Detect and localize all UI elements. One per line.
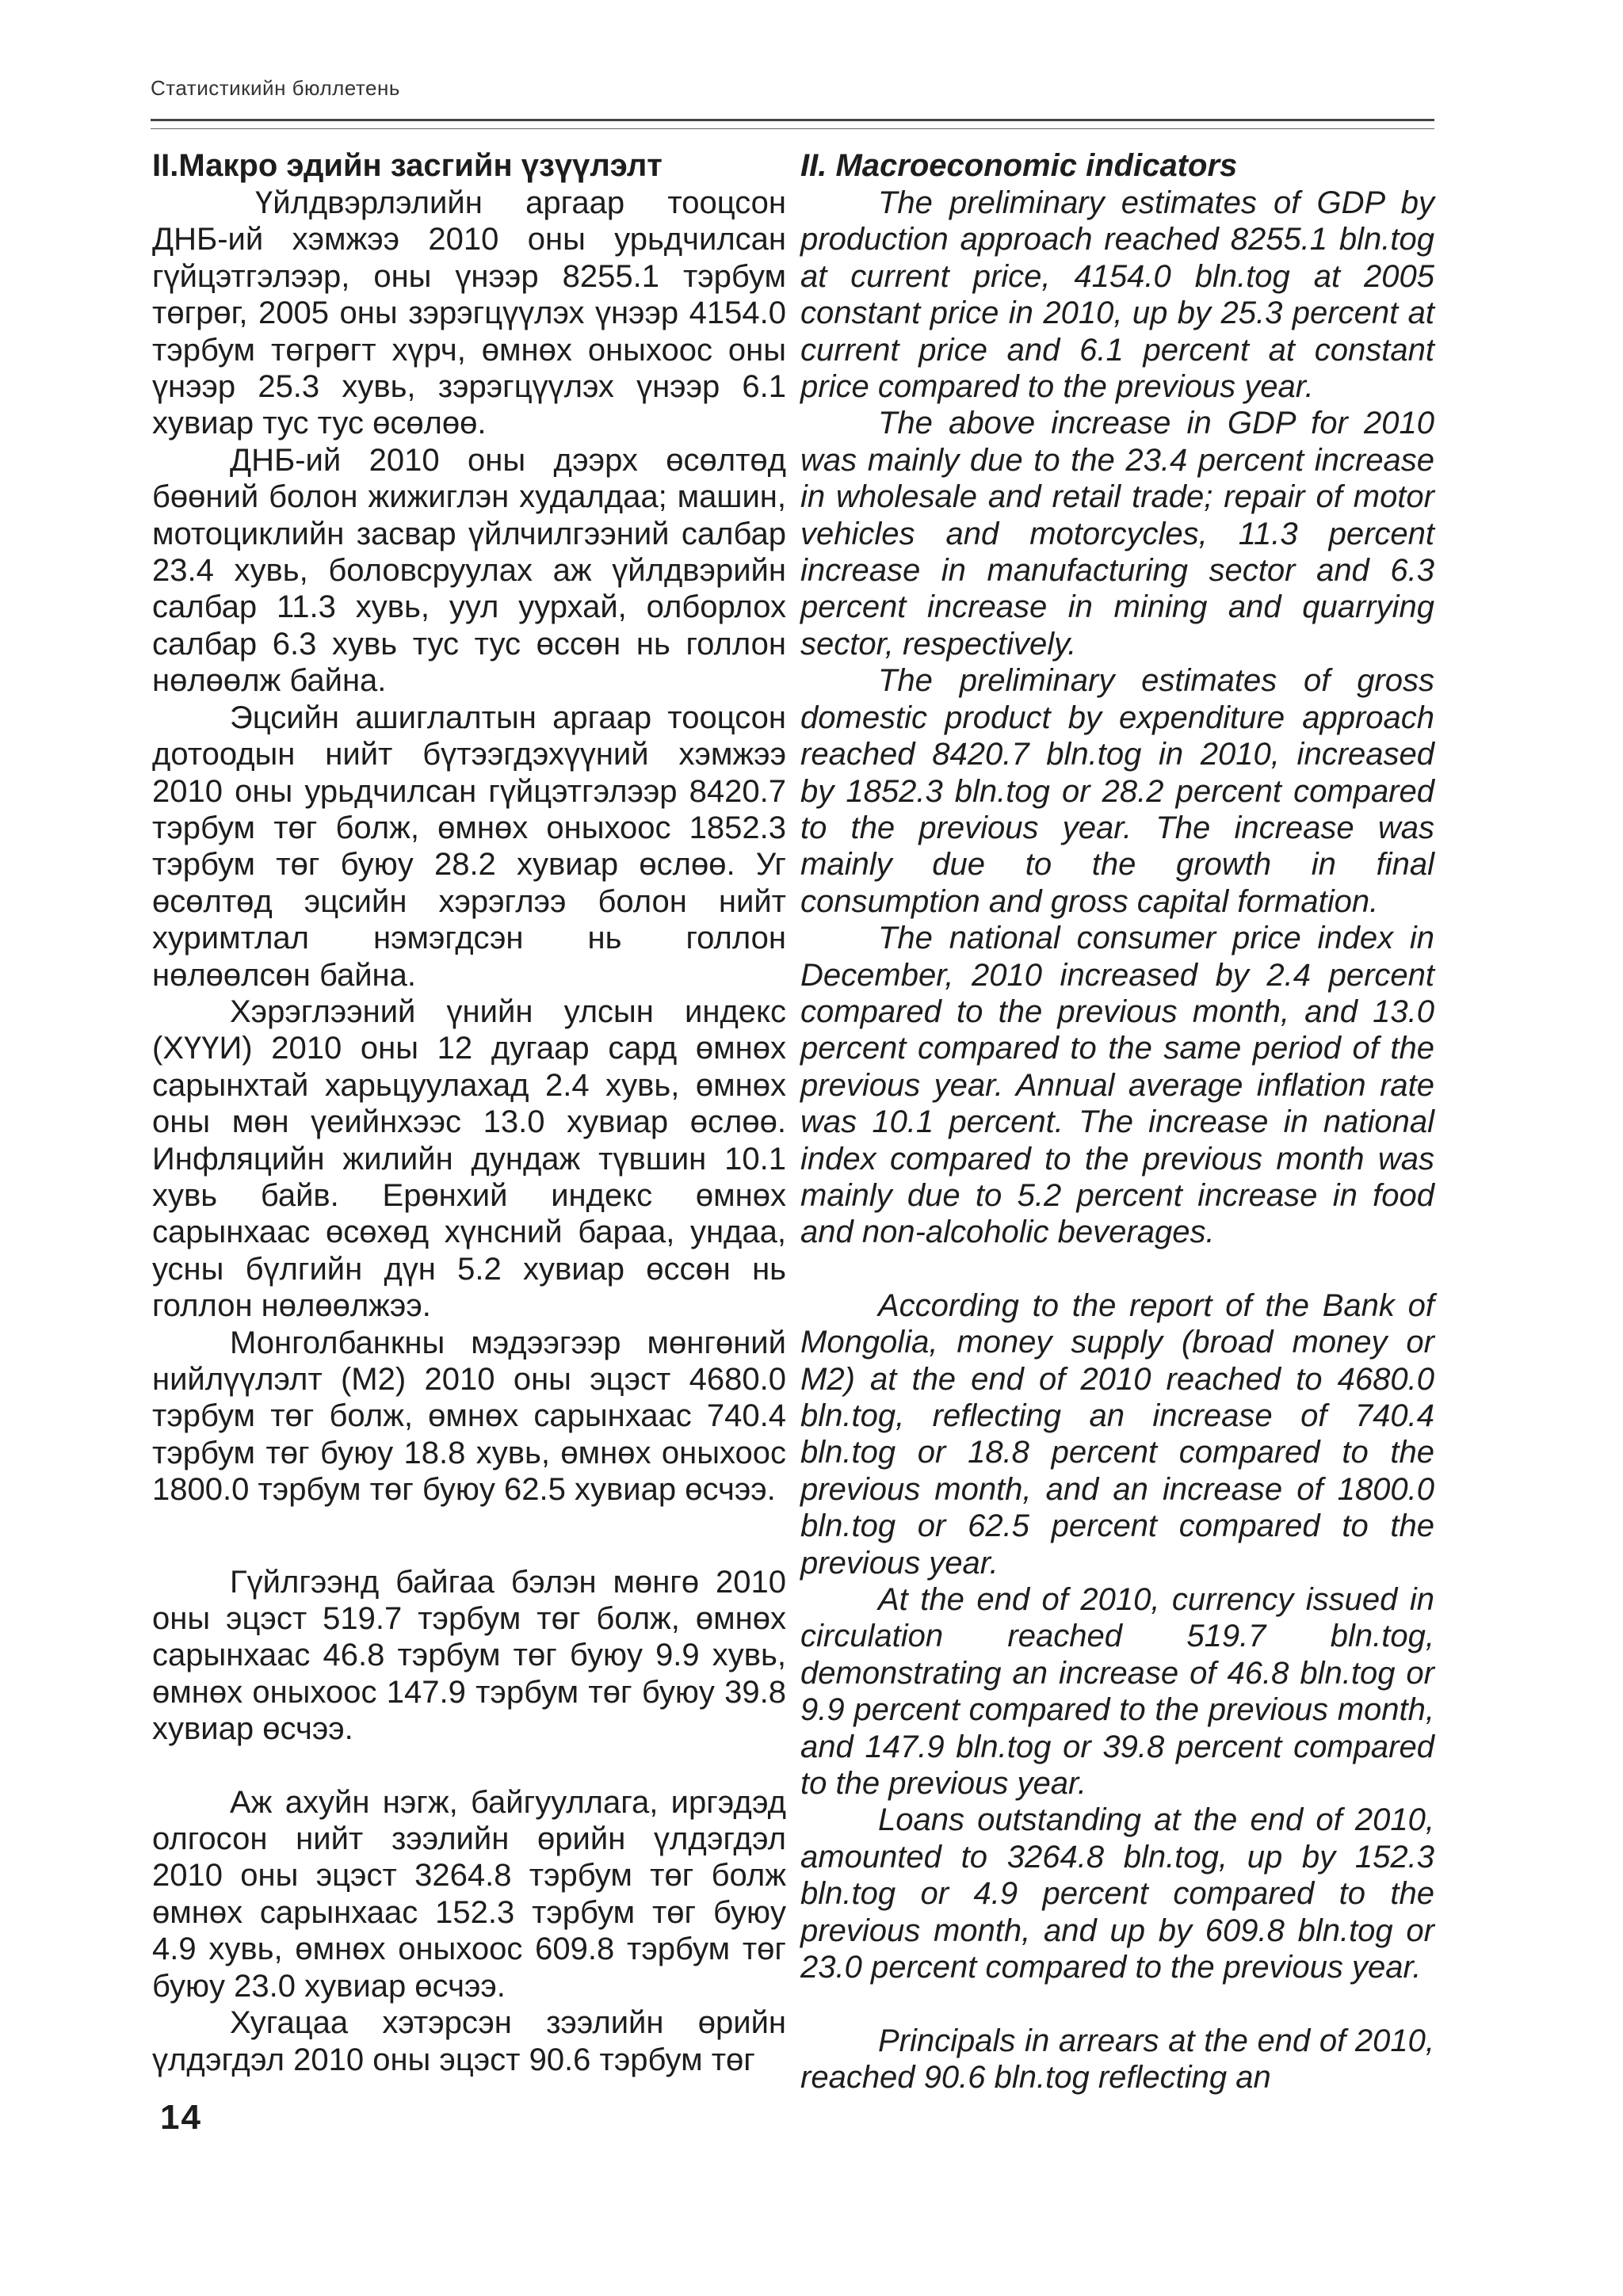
mn-paragraph-money-supply: Монголбанкны мэдээгээр мөнгөний нийлүүлэлт (М2) 2010 оны эцэст 4680.0 тэрбум төг болж, өмнөх сарынхаас 740.4 тэрбум төг буюу 18.8 хувь, өмнөх оныхоос 1800.0 тэрбум төг буюу 62.5 хувиар өсчээ. xyxy=(152,1325,786,1508)
en-paragraph-arrears: Principals in arrears at the end of 2010, reached 90.6 bln.tog reflecting an xyxy=(800,2023,1434,2095)
mn-paragraph-arrears: Хугацаа хэтэрсэн зээлийн өрийн үлдэгдэл 2010 оны эцэст 90.6 тэрбум төг xyxy=(152,2005,786,2077)
running-title: Статистикийн бюллетень xyxy=(151,76,400,100)
en-paragraph-gdp-sectors: The above increase in GDP for 2010 was mainly due to the 23.4 percent increase in wholesale and retail trade; repair of motor vehicles and motorcycles, 11.3 percent increase in manufacturing sector and 6.3 percent increase in mining and quarrying sector, respectively. xyxy=(800,406,1434,662)
header-rule-thick xyxy=(151,119,1434,121)
header-rule-thin xyxy=(151,128,1434,129)
en-paragraph-loans: Loans outstanding at the end of 2010, amounted to 3264.8 bln.tog, up by 152.3 bln.tog or 4.9 percent compared to the previous month, and up by 609.8 bln.tog or 23.0 percent compared to the previous year. xyxy=(800,1802,1434,1985)
en-paragraph-currency: At the end of 2010, currency issued in circulation reached 519.7 bln.tog, demonstrating an increase of 46.8 bln.tog or 9.9 percent compared to the previous month, and 147.9 bln.tog or 39.8 percent compared to the previous year. xyxy=(800,1582,1434,1802)
mn-paragraph-gdp-expenditure: Эцсийн ашиглалтын аргаар тооцсон дотоодын нийт бүтээгдэхүүний хэмжээ 2010 оны урьдчилсан гүйцэтгэлээр 8420.7 тэрбум төг болж, өмнөх оныхоос 1852.3 тэрбум төг буюу 28.2 хувиар өслөө. Уг өсөлтөд эцсийн хэрэглээ болон нийт хуримтлал нэмэгдсэн нь голлон нөлөөлсөн байна. xyxy=(152,700,786,993)
mn-paragraph-currency: Гүйлгээнд байгаа бэлэн мөнгө 2010 оны эцэст 519.7 тэрбум төг болж, өмнөх сарынхаас 46.8 тэрбум төг буюу 9.9 хувь, өмнөх оныхоос 147.9 тэрбум төг буюу 39.8 хувиар өсчээ. xyxy=(152,1564,786,1747)
english-column xyxy=(800,147,1434,2096)
mongolian-column xyxy=(152,147,786,2078)
mn-paragraph-cpi: Хэрэглээний үнийн улсын индекс (ХҮҮИ) 2010 оны 12 дугаар сард өмнөх сарынхтай харьцуулахад 2.4 хувь, өмнөх оны мөн үеийнхээс 13.0 хувиар өслөө. Инфляцийн жилийн дундаж түвшин 10.1 хувь байв. Ерөнхий индекс өмнөх сарынхаас өсөхөд хүнсний бараа, ундаа, усны бүлгийн дүн 5.2 хувиар өссөн нь голлон нөлөөлжээ. xyxy=(152,994,786,1324)
mongolian-heading: II.Макро эдийн засгийн үзүүлэлт xyxy=(152,148,663,183)
mn-paragraph-gdp-production: Үйлдвэрлэлийн аргаар тооцсон ДНБ-ий хэмжээ 2010 оны урьдчилсан гүйцэтгэлээр, оны үнээр 8255.1 тэрбум төгрөг, 2005 оны зэрэгцүүлэх үнээр 4154.0 тэрбум төгрөгт хүрч, өмнөх оныхоос оны үнээр 25.3 хувь, зэрэгцүүлэх үнээр 6.1 хувиар тус тус өсөлөө. xyxy=(152,185,786,441)
page-number: 14 xyxy=(160,2098,202,2137)
en-paragraph-money-supply: According to the report of the Bank of Mongolia, money supply (broad money or M2) at the end of 2010 reached to 4680.0 bln.tog, reflecting an increase of 740.4 bln.tog or 18.8 percent compared to the previous month, and an increase of 1800.0 bln.tog or 62.5 percent compared to the previous year. xyxy=(800,1287,1434,1581)
en-paragraph-gdp-production: The preliminary estimates of GDP by production approach reached 8255.1 bln.tog at current price, 4154.0 bln.tog at 2005 constant price in 2010, up by 25.3 percent at current price and 6.1 percent at constant price compared to the previous year. xyxy=(800,185,1434,405)
mn-paragraph-loans: Аж ахуйн нэгж, байгууллага, иргэдэд олгосон нийт зээлийн өрийн үлдэгдэл 2010 оны эцэст 3264.8 тэрбум төг болж өмнөх сарынхаас 152.3 тэрбум төг буюу 4.9 хувь, өмнөх оныхоос 609.8 тэрбум төг буюу 23.0 хувиар өсчээ. xyxy=(152,1784,786,2004)
en-paragraph-cpi: The national consumer price index in December, 2010 increased by 2.4 percent compared to the previous month, and 13.0 percent compared to the same period of the previous year. Annual average inflation rate was 10.1 percent. The increase in national index compared to the previous month was mainly due to 5.2 percent increase in food and non-alcoholic beverages. xyxy=(800,921,1434,1250)
mn-paragraph-gdp-sectors: ДНБ-ий 2010 оны дээрх өсөлтөд бөөний болон жижиглэн худалдаа; машин, мотоциклийн засвар үйлчилгээний салбар 23.4 хувь, боловсруулах аж үйлдвэрийн салбар 11.3 хувь, уул уурхай, олборлох салбар 6.3 хувь тус тус өссөн нь голлон нөлөөлж байна. xyxy=(152,442,786,699)
en-paragraph-gdp-expenditure: The preliminary estimates of gross domestic product by expenditure approach reached 8420.7 bln.tog in 2010, increased by 1852.3 bln.tog or 28.2 percent compared to the previous year. The increase was mainly due to the growth in final consumption and gross capital formation. xyxy=(800,663,1434,919)
english-heading: II. Macroeconomic indicators xyxy=(800,148,1238,183)
